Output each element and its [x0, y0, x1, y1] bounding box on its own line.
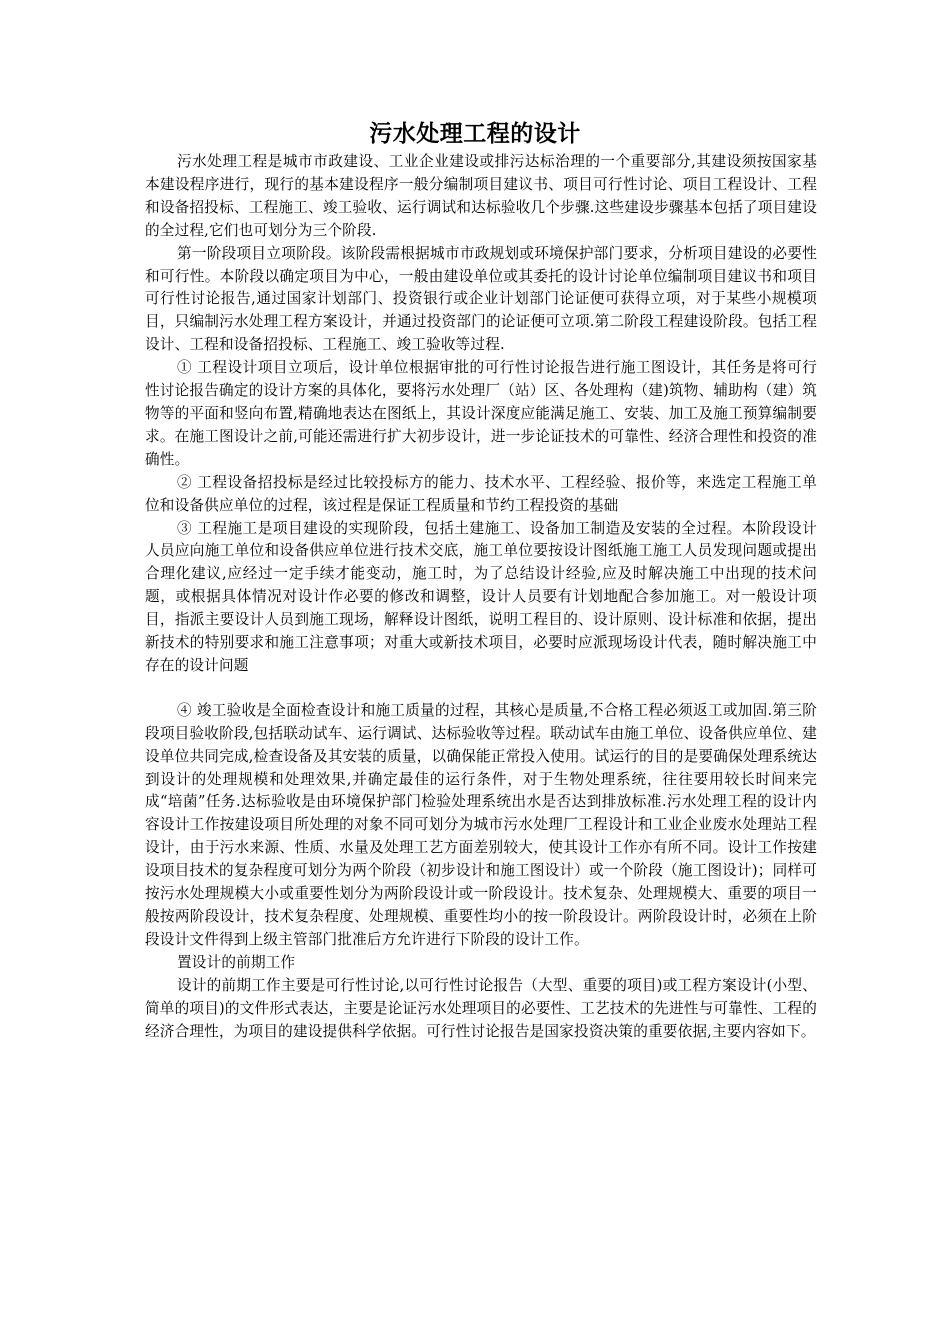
paragraph-acceptance: ④ 竣工验收是全面检查设计和施工质量的过程，其核心是质量,不合格工程必须返工或加固.第三阶段项目验收阶段,包括联动试车、运行调试、达标验收等过程。联动试车由施工单位、设备供应单位、建设单位共同完成,检查设备及其安装的质量，以确保能正常投入使用。试运行的目的是要确保处理系统达到设计的处理规模和处理效果,并确定最佳的运行条件，对于生物处理系统，往往要用较长时间来完成“培菌”任务.达标验收是由环境保护部门检验处理系统出水是否达到排放标准.污水处理工程的设计内容设计工作按建设项目所处理的对象不同可划分为城市污水处理厂工程设计和工业企业废水处理站工程设计，由于污水来源、性质、水量及处理工艺方面差别较大，使其设计工作亦有所不同。设计工作按建设项目技术的复杂程度可划分为两个阶段（初步设计和施工图设计）或一个阶段（施工图设计)；同样可按污水处理规模大小或重要性划分为两阶段设计或一阶段设计。技术复杂、处理规模大、重要的项目一般按两阶段设计，技术复杂程度、处理规模、重要性均小的按一阶段设计。两阶段设计时，必须在上阶段设计文件得到上级主管部门批准后方允许进行下阶段的设计工作。	[145, 701, 817, 948]
paragraph-construction: ③ 工程施工是项目建设的实现阶段，包括土建施工、设备加工制造及安装的全过程。本阶段设计人员应向施工单位和设备供应单位进行技术交底，施工单位要按设计图纸施工施工人员发现问题或提出合理化建议,应经过一定手续才能变动，施工时，为了总结设计经验,应及时解决施工中出现的技术问题，或根据具体情况对设计作必要的修改和调整，设计人员要有计划地配合参加施工。对一般设计项目，指派主要设计人员到施工现场，解释设计图纸，说明工程目的、设计原则、设计标准和依据，提出新技术的特别要求和施工注意事项；对重大或新技术项目，必要时应派现场设计代表，随时解决施工中存在的设计问题	[145, 519, 817, 674]
paragraph-engineering-design: ① 工程设计项目立项后，设计单位根据审批的可行性讨论报告进行施工图设计，其任务是将可行性讨论报告确定的设计方案的具体化，要将污水处理厂（站）区、各处理构（建)筑物、辅助构（建）筑物等的平面和竖向布置,精确地表达在图纸上，其设计深度应能满足施工、安装、加工及施工预算编制要求。在施工图设计之前,可能还需进行扩大初步设计，进一步论证技术的可靠性、经济合理性和投资的准确性。	[145, 359, 817, 468]
paragraph-bidding: ② 工程设备招投标是经过比较投标方的能力、技术水平、工程经验、报价等，来选定工程施工单位和设备供应单位的过程，该过程是保证工程质量和节约工程投资的基础	[145, 473, 817, 514]
paragraph-preliminary-work: 设计的前期工作主要是可行性讨论,以可行性讨论报告（大型、重要的项目)或工程方案设计(小型、简单的项目)的文件形式表达，主要是论证污水处理项目的必要性、工艺技术的先进性与可靠性、工程的经济合理性，为项目的建设提供科学依据。可行性讨论报告是国家投资决策的重要依据,主要内容如下。	[145, 976, 817, 1040]
document-body	[145, 151, 817, 1043]
paragraph-intro: 污水处理工程是城市市政建设、工业企业建设或排污达标治理的一个重要部分,其建设须按国家基本建设程序进行，现行的基本建设程序一般分编制项目建议书、项目可行性讨论、项目工程设计、工程和设备招投标、工程施工、竣工验收、运行调试和达标验收几个步骤.这些建设步骤基本包括了项目建设的全过程,它们也可划分为三个阶段.	[145, 153, 817, 239]
section-heading-preliminary-work: 置设计的前期工作	[177, 953, 296, 971]
document-title: 污水处理工程的设计	[369, 120, 581, 147]
paragraph-stage-one: 第一阶段项目立项阶段。该阶段需根据城市市政规划或环境保护部门要求，分析项目建设的必要性和可行性。本阶段以确定项目为中心，一般由建设单位或其委托的设计讨论单位编制项目建议书和项目可行性讨论报告,通过国家计划部门、投资银行或企业计划部门论证便可获得立项，对于某些小规模项目，只编制污水处理工程方案设计，并通过投资部门的论证便可立项.第二阶段工程建设阶段。包括工程设计、工程和设备招投标、工程施工、竣工验收等过程.	[145, 244, 817, 354]
